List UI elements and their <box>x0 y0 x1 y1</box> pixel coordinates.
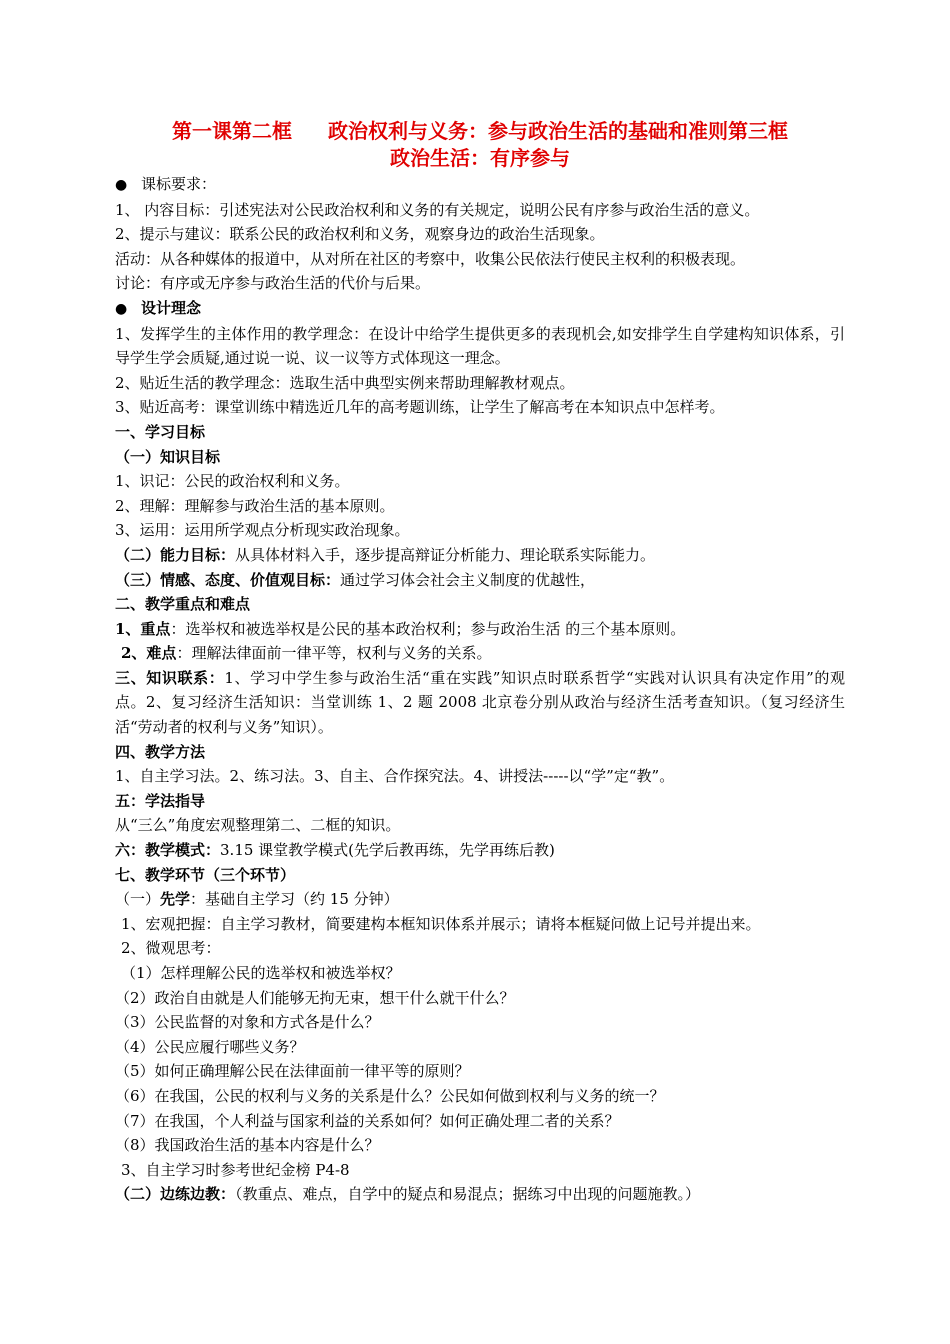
bullet-icon: ● <box>115 177 128 193</box>
question-item: （3）公民监督的对象和方式各是什么？ <box>115 1013 380 1032</box>
section-1-heading: 一、学习目标 <box>115 422 206 441</box>
section-6-line: 六：教学模式：3.15 课堂教学模式(先学后教再练，先学再练后教) <box>115 841 555 860</box>
question-item: （7）在我国，个人利益与国家利益的关系如何？如何正确处理二者的关系？ <box>115 1111 620 1130</box>
document-page <box>115 118 845 1207</box>
section-7-line-3: 3、自主学习时参考世纪金榜 P4-8 <box>121 1160 350 1179</box>
section-2-line-1: 1、重点：选举权和被选举权是公民的基本政治权利；参与政治生活 的三个基本原则。 <box>115 619 686 638</box>
question-item: （2）政治自由就是人们能够无拘无束，想干什么就干什么？ <box>115 988 515 1007</box>
section-4-line-1: 1、自主学习法。2、练习法。3、自主、合作探究法。4、讲授法-----以“学”定“教”。 <box>115 767 675 786</box>
section-2-line-2: 2、难点：理解法律面前一律平等，权利与义务的关系。 <box>121 644 492 663</box>
section-1-sub2: （二）能力目标：从具体材料入手，逐步提高辩证分析能力、理论联系实际能力。 <box>115 545 656 564</box>
question-item: （8）我国政治生活的基本内容是什么？ <box>115 1136 380 1155</box>
section-4-heading: 四、教学方法 <box>115 742 206 761</box>
question-item: （1）怎样理解公民的选举权和被选举权？ <box>121 964 401 982</box>
section-5-heading: 五：学法指导 <box>115 791 206 810</box>
section-1-line-2: 2、理解：理解参与政治生活的基本原则。 <box>115 496 395 515</box>
section-1-line-1: 1、识记：公民的政治权利和义务。 <box>115 472 350 491</box>
section-1-line-3: 3、运用：运用所学观点分析现实政治现象。 <box>115 521 410 540</box>
section-7-line-1: 1、宏观把握：自主学习教材，简要建构本框知识体系并展示；请将本框疑问做上记号并提出来。 <box>121 914 761 933</box>
title-line-1: 第一课第二框 政治权利与义务：参与政治生活的基础和准则第三框 <box>172 119 788 143</box>
kebiao-line-4: 讨论：有序或无序参与政治生活的代价与后果。 <box>115 274 431 293</box>
sheji-heading: ● 设计理念 <box>115 296 845 322</box>
section-7-sub2: （二）边练边教：（教重点、难点，自学中的疑点和易混点；据练习中出现的问题施教。） <box>115 1185 701 1204</box>
section-7-line-2: 2、微观思考： <box>121 939 221 958</box>
title-line-2: 政治生活：有序参与 <box>390 146 570 170</box>
bullet-icon: ● <box>115 300 128 317</box>
section-2-heading: 二、教学重点和难点 <box>115 595 251 614</box>
sheji-line-3: 3、贴近高考：课堂训练中精选近几年的高考题训练，让学生了解高考在本知识点中怎样考。 <box>115 398 725 417</box>
section-1-sub1: （一）知识目标 <box>115 447 221 466</box>
section-7-heading: 七、教学环节（三个环节） <box>115 865 296 884</box>
kebiao-line-3: 活动：从各种媒体的报道中，从对所在社区的考察中，收集公民依法行使民主权利的积极表现。 <box>115 249 746 268</box>
kebiao-line-2: 2、提示与建议：联系公民的政治权利和义务，观察身边的政治生活现象。 <box>115 225 605 244</box>
section-7-sub1: （一）先学：基础自主学习（约 15 分钟） <box>115 890 399 909</box>
kebiao-heading: ● 课标要求： <box>115 172 845 198</box>
section-1-sub3: （三）情感、态度、价值观目标：通过学习体会社会主义制度的优越性， <box>115 570 596 589</box>
document-title <box>115 118 845 172</box>
question-item: （6）在我国，公民的权利与义务的关系是什么？公民如何做到权利与义务的统一？ <box>115 1086 665 1105</box>
section-3-paragraph: 三、知识联系：1、学习中学生参与政治生活“重在实践”知识点时联系哲学“实践对认识具有决定作用”的观点。2、复习经济生活知识：当堂训练 1、2 题 2008 北京卷分别从政治与经济生活考查知识。（复习经济生活“劳动者的权利与义务”知识）。 <box>115 668 845 737</box>
sheji-line-1: 1、发挥学生的主体作用的教学理念：在设计中给学生提供更多的表现机会,如安排学生自学建构知识体系，引导学生学会质疑,通过说一说、议一议等方式体现这一理念。 <box>115 324 845 368</box>
question-item: （5）如何正确理解公民在法律面前一律平等的原则？ <box>115 1062 470 1081</box>
question-item: （4）公民应履行哪些义务？ <box>115 1037 305 1056</box>
document-body <box>115 172 845 1207</box>
sheji-line-2: 2、贴近生活的教学理念：选取生活中典型实例来帮助理解教材观点。 <box>115 373 575 392</box>
kebiao-line-1: 1、 内容目标：引述宪法对公民政治权利和义务的有关规定，说明公民有序参与政治生活的意义。 <box>115 200 760 219</box>
section-5-line-1: 从“三么”角度宏观整理第二、二框的知识。 <box>115 816 401 835</box>
